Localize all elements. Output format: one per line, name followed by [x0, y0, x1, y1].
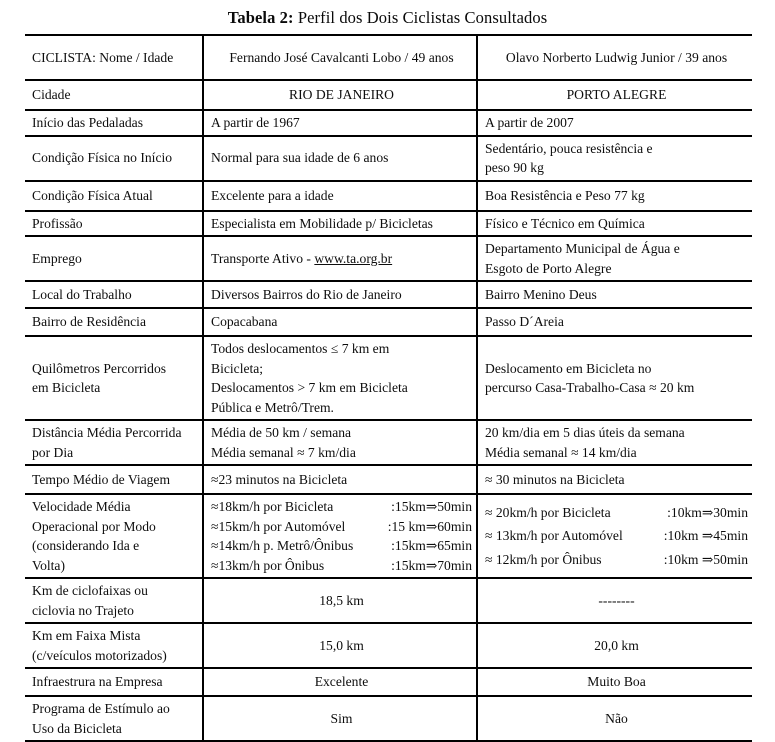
speed-result: :10km ⇒45min — [663, 528, 748, 544]
cell-line: por Dia — [32, 444, 74, 460]
cell-line: Deslocamento em Bicicleta no — [485, 360, 652, 376]
cyclist2-cell — [477, 494, 752, 578]
row-label-cell — [25, 110, 203, 136]
table-row — [25, 696, 752, 741]
cyclist1-cell — [203, 696, 477, 741]
table-row — [25, 80, 752, 110]
cyclist1-cell — [203, 465, 477, 494]
website-link[interactable]: www.ta.org.br — [314, 250, 393, 266]
title-prefix: Tabela 2: — [227, 8, 294, 27]
cell-line: Normal para sua idade de 6 anos — [211, 150, 389, 166]
speed-line — [485, 526, 748, 546]
cell-line: Físico e Técnico em Química — [485, 215, 645, 231]
cyclist1-cell — [203, 110, 477, 136]
row-label-cell — [25, 308, 203, 336]
cell-line: Operacional por Modo — [32, 518, 156, 534]
cell-line: 20 km/dia em 5 dias úteis da semana — [485, 425, 685, 440]
speed-line — [211, 517, 472, 537]
table-row — [25, 668, 752, 696]
cyclist1-cell — [203, 578, 477, 623]
table-row — [25, 136, 752, 181]
cell-line: percurso Casa-Trabalho-Casa ≈ 20 km — [485, 380, 695, 395]
row-label-cell — [25, 696, 203, 741]
cell-line: Condição Física Atual — [32, 187, 153, 203]
cell-line: ≈ 30 minutos na Bicicleta — [485, 471, 625, 487]
speed-mode: ≈ 20km/h por Bicicleta — [485, 504, 611, 520]
cell-line: Uso da Bicicleta — [32, 720, 122, 736]
cell-line: Local do Trabalho — [32, 286, 132, 302]
cell-line: Km em Faixa Mista — [32, 628, 141, 643]
cell-line: -------- — [598, 592, 635, 608]
speed-mode: ≈15km/h por Automóvel — [211, 518, 346, 534]
row-label-cell — [25, 281, 203, 308]
speed-mode: ≈ 12km/h por Ônibus — [485, 551, 602, 567]
cyclist1-cell — [203, 236, 477, 281]
cyclist2-cell — [477, 181, 752, 211]
cell-line: Esgoto de Porto Alegre — [485, 260, 612, 276]
cell-line: Bairro Menino Deus — [485, 286, 597, 302]
cell-line: Não — [605, 710, 628, 726]
table-row — [25, 420, 752, 465]
row-label-cell — [25, 623, 203, 668]
row-label-cell — [25, 578, 203, 623]
speed-result: :15km⇒70min — [391, 557, 472, 573]
table-row — [25, 336, 752, 420]
cyclist1-cell — [203, 336, 477, 420]
table-row — [25, 110, 752, 136]
row-label-cell — [25, 136, 203, 181]
cyclist2-cell — [477, 281, 752, 308]
row-label-cell — [25, 336, 203, 420]
cell-line: Infraestrura na Empresa — [32, 674, 163, 690]
row-label-cell — [25, 465, 203, 494]
cell-line: 18,5 km — [319, 592, 364, 608]
cell-line: Km de ciclofaixas ou — [32, 583, 148, 598]
cell-line: Quilômetros Percorridos — [32, 360, 167, 376]
cell-line: Cidade — [32, 87, 71, 103]
cyclist2-cell — [477, 623, 752, 668]
profile-table-body — [25, 35, 752, 741]
cyclist1-cell — [203, 35, 477, 80]
row-label-cell — [25, 420, 203, 465]
cyclist1-cell — [203, 308, 477, 336]
table-row — [25, 35, 752, 80]
cell-line: Pública e Metrô/Trem. — [211, 399, 334, 415]
cell-line: A partir de 1967 — [211, 115, 300, 130]
table-row — [25, 494, 752, 578]
cell-line: Início das Pedaladas — [32, 115, 143, 130]
cyclist1-cell — [203, 420, 477, 465]
cell-line: Velocidade Média — [32, 499, 131, 514]
cell-line: Deslocamentos > 7 km em Bicicleta — [211, 380, 408, 395]
row-label-cell — [25, 668, 203, 696]
cell-line: (c/veículos motorizados) — [32, 647, 167, 663]
table-row — [25, 236, 752, 281]
cell-line: 20,0 km — [594, 637, 639, 653]
speed-mode: ≈14km/h p. Metrô/Ônibus — [211, 538, 354, 553]
cell-line: (considerando Ida e — [32, 538, 140, 553]
cyclist1-cell — [203, 494, 477, 578]
cell-line: Fernando José Cavalcanti Lobo / 49 anos — [229, 49, 454, 65]
speed-mode: ≈18km/h por Bicicleta — [211, 499, 334, 514]
table-row — [25, 308, 752, 336]
profile-table — [25, 34, 752, 742]
speed-result: :15km⇒50min — [391, 499, 472, 514]
row-label-cell — [25, 211, 203, 237]
table-row — [25, 211, 752, 237]
cyclist2-cell — [477, 35, 752, 80]
speed-line — [211, 497, 472, 517]
cell-line: peso 90 kg — [485, 160, 544, 175]
cell-line: Bairro de Residência — [32, 314, 146, 330]
cell-line: Departamento Municipal de Água e — [485, 241, 680, 256]
cell-line: Média de 50 km / semana — [211, 425, 352, 440]
cell-line: A partir de 2007 — [485, 115, 574, 130]
table-row — [25, 181, 752, 211]
row-label-cell — [25, 494, 203, 578]
cell-line: ciclovia no Trajeto — [32, 602, 134, 618]
cyclist1-cell — [203, 668, 477, 696]
table-row — [25, 623, 752, 668]
cell-line: ≈23 minutos na Bicicleta — [211, 471, 348, 487]
cell-line: Muito Boa — [587, 674, 646, 690]
cell-line: Volta) — [32, 557, 65, 573]
cyclist1-cell — [203, 80, 477, 110]
cell-line: Diversos Bairros do Rio de Janeiro — [211, 286, 402, 302]
speed-line — [485, 550, 748, 570]
table-row — [25, 465, 752, 494]
cell-line: Excelente para a idade — [211, 187, 334, 203]
page-title — [0, 0, 775, 28]
cyclist1-cell — [203, 181, 477, 211]
cell-line: Distância Média Percorrida — [32, 425, 182, 440]
cell-line: Programa de Estímulo ao — [32, 701, 170, 716]
cell-line: Excelente — [314, 674, 369, 690]
cyclist2-cell — [477, 668, 752, 696]
speed-result: :10km ⇒50min — [663, 551, 748, 567]
cyclist2-cell — [477, 336, 752, 420]
cell-line: Emprego — [32, 250, 82, 266]
cell-line: CICLISTA: Nome / Idade — [32, 49, 174, 65]
cell-line: PORTO ALEGRE — [566, 87, 667, 103]
cell-line: Sedentário, pouca resistência e — [485, 140, 653, 156]
cyclist2-cell — [477, 211, 752, 237]
cell-line: Todos deslocamentos ≤ 7 km em — [211, 341, 390, 356]
cell-line: Profissão — [32, 215, 83, 231]
cell-line: Passo D´Areia — [485, 314, 564, 330]
cyclist1-cell — [203, 281, 477, 308]
cyclist2-cell — [477, 696, 752, 741]
cell-line: Média semanal ≈ 7 km/dia — [211, 444, 356, 460]
cyclist2-cell — [477, 420, 752, 465]
cell-line: em Bicicleta — [32, 380, 101, 395]
speed-line — [485, 503, 748, 523]
table-row — [25, 578, 752, 623]
row-label-cell — [25, 80, 203, 110]
cell-line — [211, 249, 472, 269]
cell-line: Condição Física no Início — [32, 150, 173, 166]
cyclist2-cell — [477, 136, 752, 181]
cell-line: 15,0 km — [319, 637, 364, 653]
table-row — [25, 281, 752, 308]
speed-mode: ≈13km/h por Ônibus — [211, 557, 325, 573]
cyclist2-cell — [477, 236, 752, 281]
speed-mode: ≈ 13km/h por Automóvel — [485, 528, 623, 544]
cell-line: Copacabana — [211, 314, 278, 330]
cell-line: Tempo Médio de Viagem — [32, 471, 171, 487]
title-text: Perfil dos Dois Ciclistas Consultados — [293, 8, 548, 27]
cell-line: Especialista em Mobilidade p/ Bicicletas — [211, 215, 433, 231]
cyclist2-cell — [477, 308, 752, 336]
cyclist1-cell — [203, 211, 477, 237]
cyclist2-cell — [477, 110, 752, 136]
row-label-cell — [25, 35, 203, 80]
speed-line — [211, 556, 472, 576]
cell-line: Bicicleta; — [211, 360, 264, 376]
cyclist1-cell — [203, 136, 477, 181]
speed-line — [211, 536, 472, 556]
row-label-cell — [25, 181, 203, 211]
cell-line: RIO DE JANEIRO — [289, 87, 394, 103]
speed-result: :15 km⇒60min — [387, 518, 472, 534]
cell-line: Boa Resistência e Peso 77 kg — [485, 187, 645, 203]
cyclist2-cell — [477, 465, 752, 494]
cell-line: Sim — [330, 710, 353, 726]
cyclist2-cell — [477, 578, 752, 623]
cell-text: Transporte Ativo - — [211, 250, 315, 266]
speed-result: :10km⇒30min — [667, 504, 748, 520]
cyclist2-cell — [477, 80, 752, 110]
cell-line: Média semanal ≈ 14 km/dia — [485, 444, 637, 460]
cyclist1-cell — [203, 623, 477, 668]
speed-result: :15km⇒65min — [391, 538, 472, 553]
row-label-cell — [25, 236, 203, 281]
cell-line: Olavo Norberto Ludwig Junior / 39 anos — [505, 49, 728, 65]
